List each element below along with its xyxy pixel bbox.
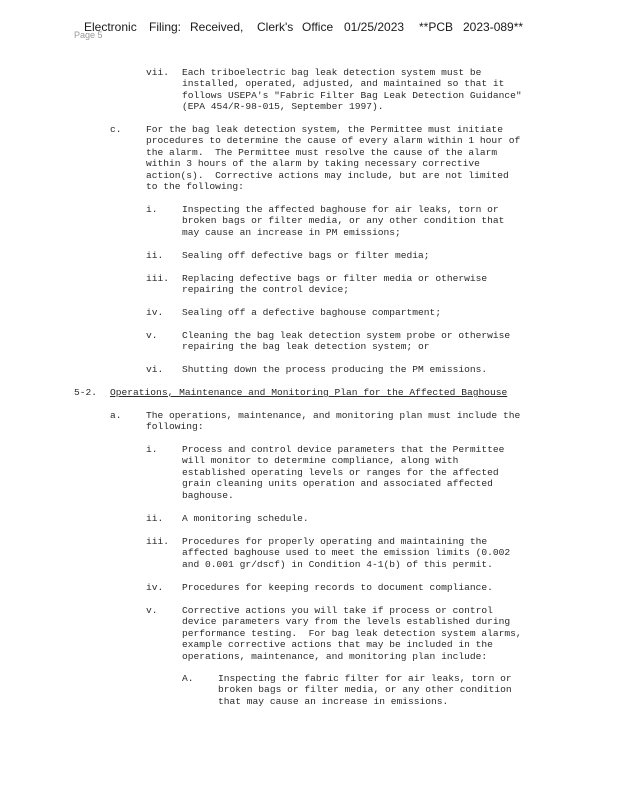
item-vii-label: vii.: [146, 67, 170, 78]
item-a-text: The operations, maintenance, and monitoring plan must include the following:: [146, 410, 521, 433]
c-item-vi-text: Shutting down the process producing the PM emissions.: [182, 364, 488, 375]
header-filing: Filing:: [149, 20, 182, 34]
section-title: Operations, Maintenance and Monitoring Plan for the Affected Baghouse: [110, 387, 508, 398]
c-item-vi-label: vi.: [146, 364, 164, 375]
c-item-i-text: Inspecting the affected baghouse for air leaks, torn or broken bags or filter media, or any other condition that may cause an increase in PM emissions;: [182, 204, 505, 238]
c-item-v-label: v.: [146, 330, 158, 341]
a-item-iv-text: Procedures for keeping records to document compliance.: [182, 582, 493, 593]
header-office: Office: [302, 20, 334, 34]
c-item-iii-text: Replacing defective bags or filter media or otherwise repairing the control device;: [182, 273, 488, 296]
a-item-i-text: Process and control device parameters that the Permittee will monitor to determine compliance, along with established operating levels or ranges for the affected grain cleaning units operation and associated affected baghouse.: [182, 444, 505, 501]
c-item-iv-text: Sealing off a defective baghouse compartment;: [182, 307, 442, 318]
c-item-ii-text: Sealing off defective bags or filter media;: [182, 250, 430, 261]
item-A-text: Inspecting the fabric filter for air leaks, torn or broken bags or filter media, or any other condition that may cause an increase in emissions.: [218, 673, 512, 707]
header-clerks: Clerk's: [257, 20, 294, 34]
a-item-v-label: v.: [146, 605, 158, 616]
c-item-iii-label: iii.: [146, 273, 170, 284]
a-item-iii-text: Procedures for properly operating and maintaining the affected baghouse used to meet the emission limits (0.002 and 0.001 gr/dscf) in Condition 4-1(b) of this permit.: [182, 536, 511, 570]
header-number: 2023-089**: [463, 20, 524, 34]
item-a-label: a.: [110, 410, 122, 421]
item-vii-text: Each triboelectric bag leak detection system must be installed, operated, adjusted, and maintained so that it follows USEPA's "Fabric Filter Bag Leak Detection Guidance" (EPA 454/R-98-015, September 1997).: [182, 67, 522, 113]
c-item-ii-label: ii.: [146, 250, 164, 261]
c-item-v-text: Cleaning the bag leak detection system probe or otherwise repairing the bag leak detection system; or: [182, 330, 511, 353]
a-item-iii-label: iii.: [146, 536, 170, 547]
page-number: Page 5: [74, 30, 103, 40]
a-item-iv-label: iv.: [146, 582, 164, 593]
a-item-v-text: Corrective actions you will take if process or control device parameters vary from the levels established during performance testing. For bag leak detection system alarms, example corrective actions that may be included in the operations, maintenance, and monitoring plan include:: [182, 605, 522, 662]
a-item-ii-label: ii.: [146, 513, 164, 524]
item-A-label: A.: [182, 673, 194, 684]
c-item-iv-label: iv.: [146, 307, 164, 318]
item-c-label: c.: [110, 124, 122, 135]
header-docket: **PCB: [419, 20, 454, 34]
header-date: 01/25/2023: [344, 20, 405, 34]
c-item-i-label: i.: [146, 204, 158, 215]
section-number: 5-2.: [74, 387, 98, 398]
a-item-i-label: i.: [146, 444, 158, 455]
a-item-ii-text: A monitoring schedule.: [182, 513, 309, 524]
header-electronic: Electronic: [84, 20, 137, 34]
header-received: Received,: [190, 20, 244, 34]
item-c-text: For the bag leak detection system, the Permittee must initiate procedures to determine the cause of every alarm within 1 hour of the alarm. The Permittee must resolve the cause of the alarm within 3 hours of the alarm by taking necessary corrective action(s). Corrective actions may include, but are not limited to the following:: [146, 124, 521, 193]
